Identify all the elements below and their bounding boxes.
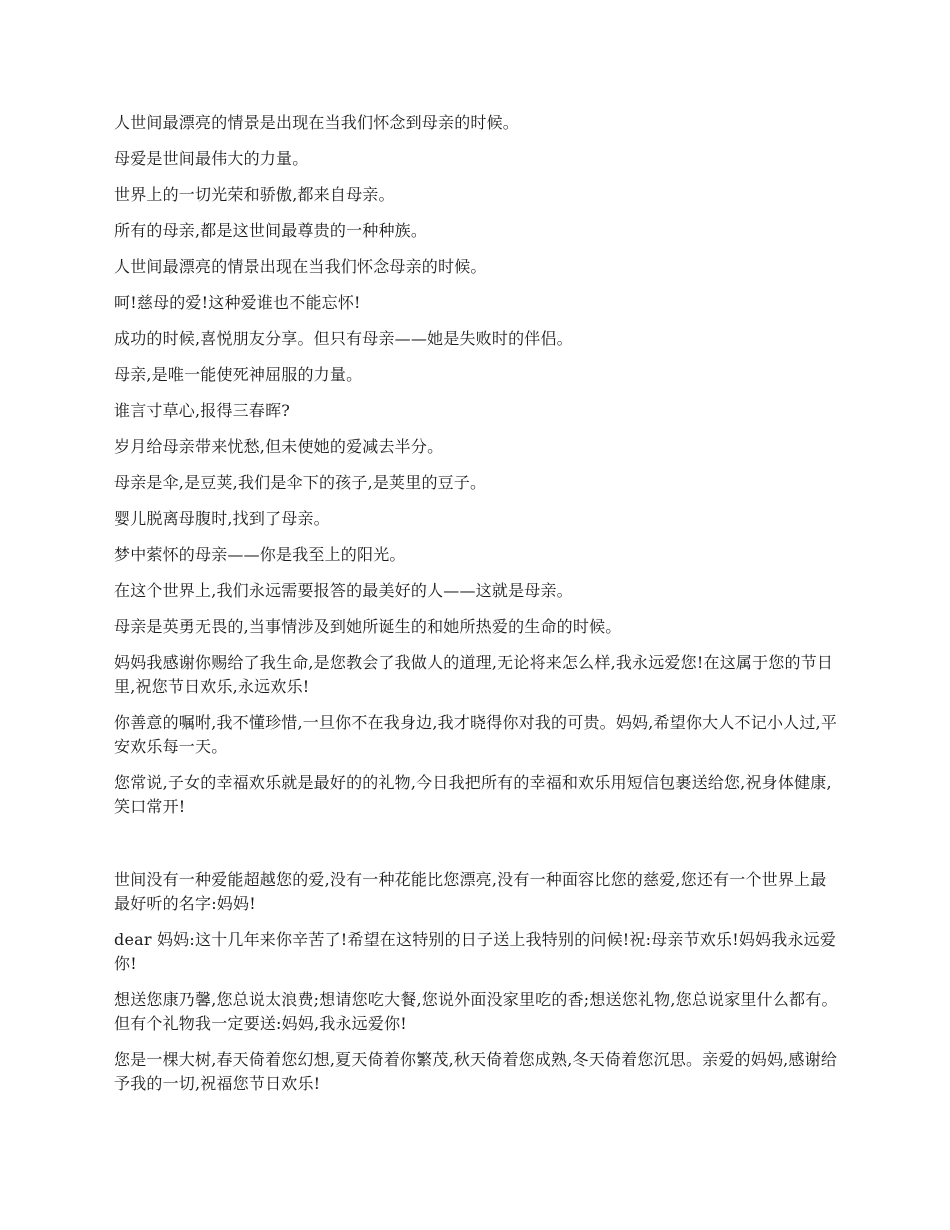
paragraph: 母亲是英勇无畏的,当事情涉及到她所诞生的和她所热爱的生命的时候。 xyxy=(114,617,622,636)
document-body xyxy=(114,111,842,1108)
paragraph: 婴儿脱离母腹时,找到了母亲。 xyxy=(114,509,330,528)
paragraph: 母亲,是唯一能使死神屈服的力量。 xyxy=(114,365,363,384)
paragraph: 谁言寸草心,报得三春晖? xyxy=(114,401,291,420)
paragraph-group-top xyxy=(114,111,842,819)
paragraph: 您是一棵大树,春天倚着您幻想,夏天倚着你繁茂,秋天倚着您成熟,冬天倚着您沉思。亲爱的妈妈,感谢给予我的一切,祝福您节日欢乐! xyxy=(114,1050,838,1093)
paragraph: dear 妈妈:这十几年来你辛苦了!希望在这特别的日子送上我特别的问候!祝:母亲节欢乐!妈妈我永远爱你! xyxy=(114,930,837,973)
paragraph: 在这个世界上,我们永远需要报答的最美好的人——这就是母亲。 xyxy=(114,581,573,600)
paragraph-group-bottom xyxy=(114,868,842,1096)
paragraph: 呵!慈母的爱!这种爱谁也不能忘怀! xyxy=(114,293,361,312)
paragraph: 世界上的一切光荣和骄傲,都来自母亲。 xyxy=(114,185,395,204)
paragraph: 妈妈我感谢你赐给了我生命,是您教会了我做人的道理,无论将来怎么样,我永远爱您!在这属于您的节日里,祝您节日欢乐,永远欢乐! xyxy=(114,653,834,696)
paragraph: 人世间最漂亮的情景是出现在当我们怀念到母亲的时候。 xyxy=(114,113,520,132)
paragraph: 母亲是伞,是豆荚,我们是伞下的孩子,是荚里的豆子。 xyxy=(114,473,487,492)
paragraph: 所有的母亲,都是这世间最尊贵的一种种族。 xyxy=(114,221,428,240)
paragraph: 母爱是世间最伟大的力量。 xyxy=(114,149,309,168)
paragraph: 想送您康乃馨,您总说太浪费;想请您吃大餐,您说外面没家里吃的香;想送您礼物,您总说家里什么都有。但有个礼物我一定要送:妈妈,我永远爱你! xyxy=(114,990,838,1033)
paragraph: 岁月给母亲带来忧愁,但未使她的爱减去半分。 xyxy=(114,437,444,456)
paragraph: 你善意的嘱咐,我不懂珍惜,一旦你不在我身边,我才晓得你对我的可贵。妈妈,希望你大人不记小人过,平安欢乐每一天。 xyxy=(114,713,838,756)
paragraph: 人世间最漂亮的情景出现在当我们怀念母亲的时候。 xyxy=(114,257,487,276)
paragraph: 成功的时候,喜悦朋友分享。但只有母亲——她是失败时的伴侣。 xyxy=(114,329,573,348)
paragraph: 您常说,子女的幸福欢乐就是最好的的礼物,今日我把所有的幸福和欢乐用短信包裹送给您,祝身体健康,笑口常开! xyxy=(114,773,832,816)
paragraph: 梦中萦怀的母亲——你是我至上的阳光。 xyxy=(114,545,406,564)
paragraph: 世间没有一种爱能超越您的爱,没有一种花能比您漂亮,没有一种面容比您的慈爱,您还有一个世界上最最好听的名字:妈妈! xyxy=(114,870,827,913)
section-gap xyxy=(114,831,842,868)
